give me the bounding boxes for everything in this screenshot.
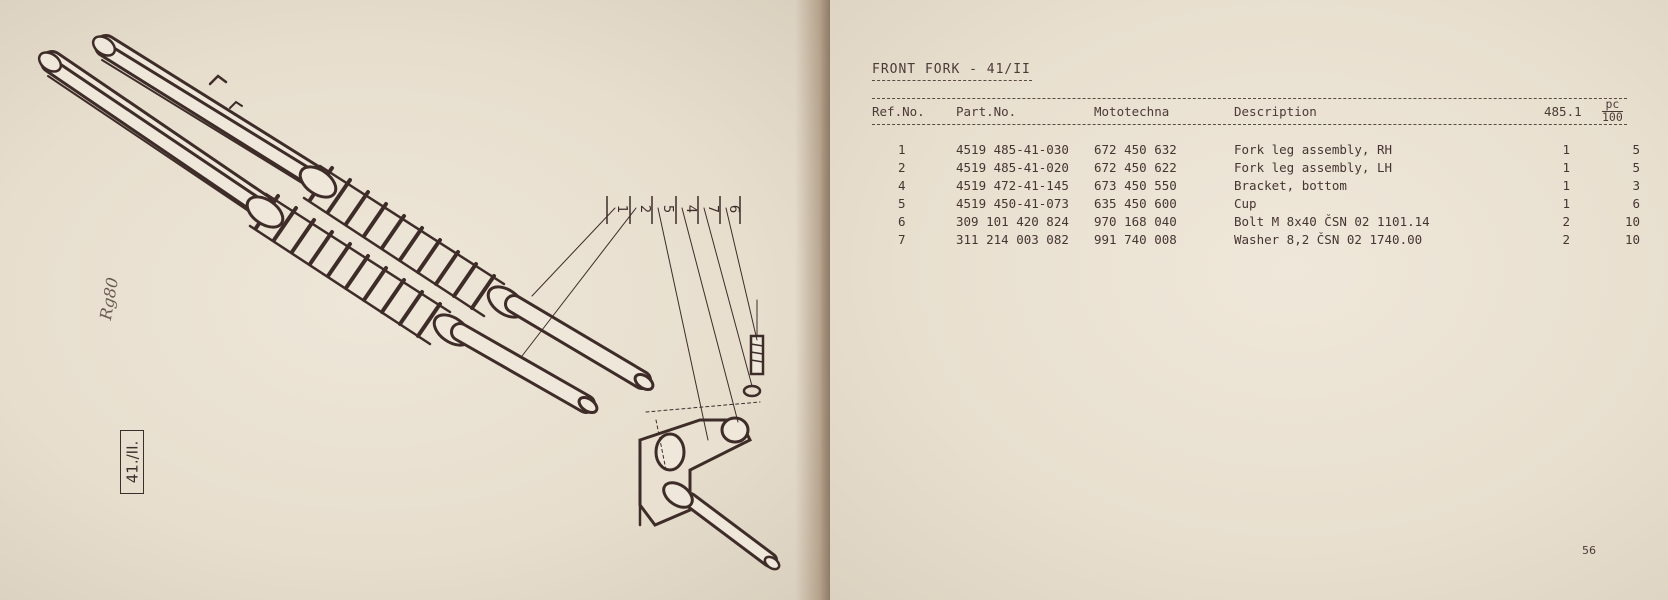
callout-2: 2 — [637, 204, 652, 214]
fork-leg-lh — [36, 49, 600, 416]
cell-description: Fork leg assembly, LH — [1234, 160, 1393, 175]
cell-ref: 5 — [898, 196, 906, 211]
cell-part-no: 4519 485-41-030 — [956, 142, 1069, 157]
cell-part-no: 4519 485-41-020 — [956, 160, 1069, 175]
table-row — [830, 214, 1668, 232]
header-qty: 485.1 — [1544, 104, 1582, 119]
page-code: 41./II. — [123, 440, 141, 484]
cell-description: Bracket, bottom — [1234, 178, 1347, 193]
cell-ref: 1 — [898, 142, 906, 157]
right-page — [830, 0, 1668, 600]
cell-mototechna: 672 450 632 — [1094, 142, 1177, 157]
table-row — [830, 178, 1668, 196]
handwritten-note: Rg80 — [96, 275, 123, 322]
cell-description: Bolt M 8x40 ČSN 02 1101.14 — [1234, 214, 1430, 229]
header-rule-bottom — [872, 124, 1627, 125]
cell-pc-per-100: 5 — [1632, 160, 1640, 175]
cell-description: Washer 8,2 ČSN 02 1740.00 — [1234, 232, 1423, 247]
title-underline — [872, 80, 1032, 81]
cell-pc-per-100: 3 — [1632, 178, 1640, 193]
table-row — [830, 232, 1668, 250]
cell-ref: 7 — [898, 232, 906, 247]
cell-description: Cup — [1234, 196, 1257, 211]
header-100: 100 — [1602, 110, 1623, 124]
callout-5: 5 — [660, 204, 675, 214]
left-page — [0, 0, 822, 600]
page-title: FRONT FORK - 41/II — [872, 62, 1031, 77]
cell-qty: 1 — [1562, 196, 1570, 211]
cell-mototechna: 635 450 600 — [1094, 196, 1177, 211]
cell-pc-per-100: 6 — [1632, 196, 1640, 211]
page-code-box — [120, 430, 144, 494]
washer — [744, 386, 760, 396]
cell-qty: 1 — [1562, 160, 1570, 175]
fork-exploded-drawing — [0, 0, 822, 600]
table-row — [830, 142, 1668, 160]
cell-mototechna: 970 168 040 — [1094, 214, 1177, 229]
cell-qty: 1 — [1562, 142, 1570, 157]
cell-ref: 2 — [898, 160, 906, 175]
cell-part-no: 4519 472-41-145 — [956, 178, 1069, 193]
cell-description: Fork leg assembly, RH — [1234, 142, 1393, 157]
steering-stem — [659, 478, 781, 572]
cell-qty: 2 — [1562, 232, 1570, 247]
header-part-no: Part.No. — [956, 104, 1017, 119]
callout-7: 7 — [705, 204, 720, 214]
callout-1: 1 — [614, 204, 629, 214]
header-pc-per-100 — [1602, 99, 1623, 123]
header-ref-no: Ref.No. — [872, 104, 925, 119]
table-row — [830, 196, 1668, 214]
cell-part-no: 309 101 420 824 — [956, 214, 1069, 229]
cell-ref: 4 — [898, 178, 906, 193]
header-mototechna: Mototechna — [1094, 104, 1170, 119]
cell-part-no: 4519 450-41-073 — [956, 196, 1069, 211]
header-description: Description — [1234, 104, 1317, 119]
cell-qty: 1 — [1562, 178, 1570, 193]
header-pc: pc — [1605, 97, 1620, 111]
callout-6: 6 — [726, 204, 741, 214]
cell-pc-per-100: 5 — [1632, 142, 1640, 157]
cell-part-no: 311 214 003 082 — [956, 232, 1069, 247]
page-number: 56 — [1582, 544, 1596, 557]
cell-qty: 2 — [1562, 214, 1570, 229]
callout-4: 4 — [683, 204, 698, 214]
fork-leg-rh — [90, 33, 656, 393]
cell-pc-per-100: 10 — [1624, 232, 1640, 247]
bolt — [751, 300, 763, 374]
cell-pc-per-100: 10 — [1624, 214, 1640, 229]
cell-mototechna: 672 450 622 — [1094, 160, 1177, 175]
table-row — [830, 160, 1668, 178]
cell-ref: 6 — [898, 214, 906, 229]
cell-mototechna: 991 740 008 — [1094, 232, 1177, 247]
cell-mototechna: 673 450 550 — [1094, 178, 1177, 193]
header-rule-top — [872, 98, 1627, 99]
